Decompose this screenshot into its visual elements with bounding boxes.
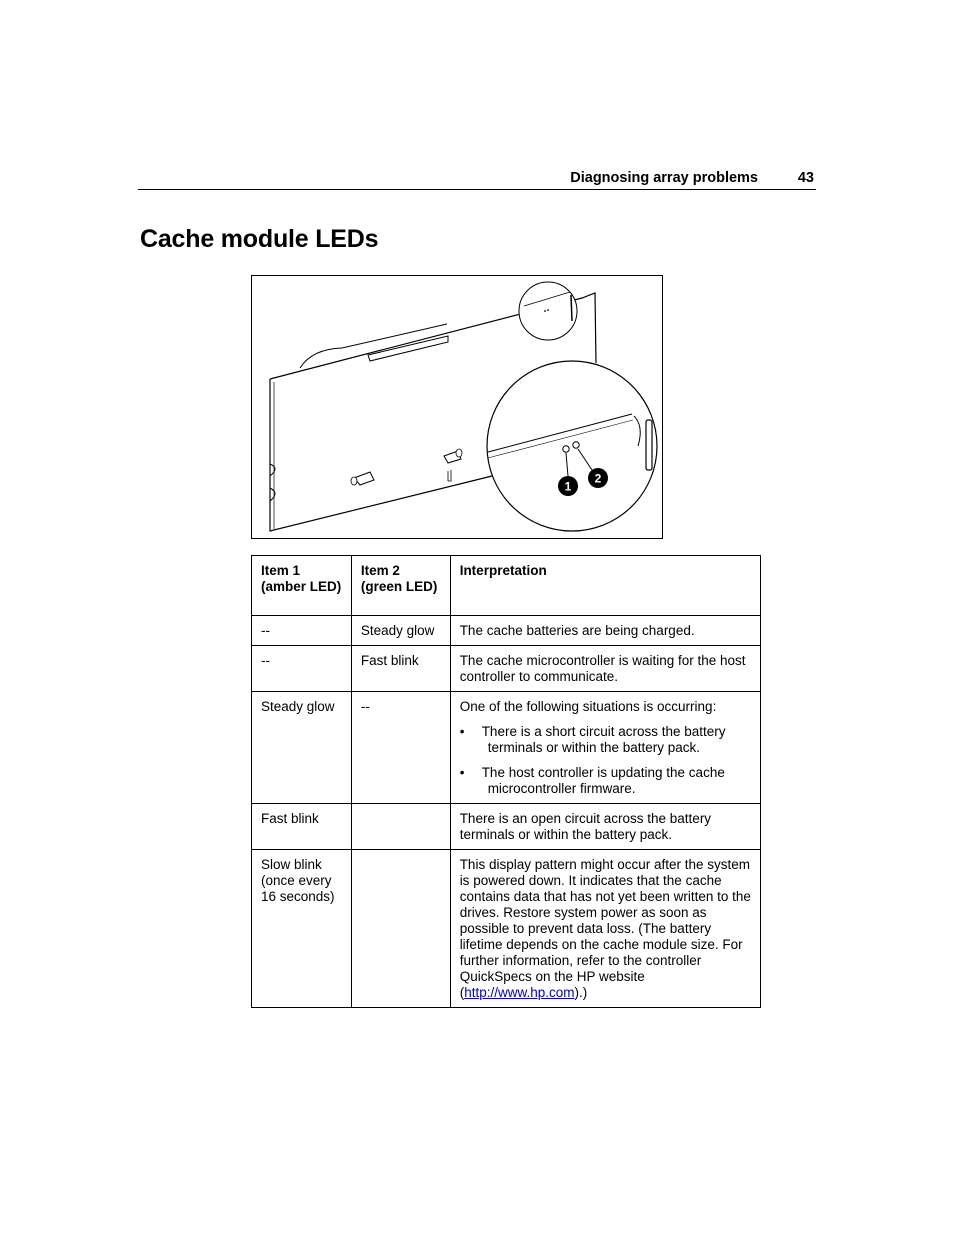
table-row [252,804,761,850]
cell-item2: Fast blink [351,646,450,692]
header-item1: Item 1 (amber LED) [252,556,352,616]
cache-module-figure [251,275,663,539]
callout-1-label: 1 [564,479,572,494]
cell-item1: Fast blink [252,804,352,850]
header-interpretation: Interpretation [450,556,760,616]
table-row [252,850,761,1008]
amber-led-icon [563,446,569,452]
led-interpretation-table [251,555,761,1008]
cell-item1: Slow blink (once every 16 seconds) [252,850,352,1008]
cell-item1: -- [252,616,352,646]
list-item: • There is a short circuit across the battery terminals or within the battery pack. [460,724,751,756]
running-header [138,168,816,190]
cell-item2 [351,804,450,850]
cell-interpretation: There is an open circuit across the battery terminals or within the battery pack. [450,804,760,850]
table-row [252,692,761,804]
cache-module-illustration [252,276,662,538]
cell-item1: -- [252,646,352,692]
page-number: 43 [797,170,814,186]
callout-2-label: 2 [594,471,602,486]
section-title: Diagnosing array problems [570,170,758,186]
situation-list [460,724,751,797]
cell-item2 [351,850,450,1008]
cell-interpretation [450,692,760,804]
cell-item2: -- [351,692,450,804]
green-led-icon [573,442,579,448]
interpretation-text: One of the following situations is occurring: [459,699,717,714]
list-item: • The host controller is updating the cache microcontroller firmware. [460,765,751,797]
table-row [252,616,761,646]
header-item2: Item 2 (green LED) [351,556,450,616]
page-title: Cache module LEDs [140,225,379,253]
cell-interpretation: The cache batteries are being charged. [450,616,760,646]
cell-interpretation: The cache microcontroller is waiting for the host controller to communicate. [450,646,760,692]
cell-item2: Steady glow [351,616,450,646]
cell-interpretation: This display pattern might occur after the system is powered down. It indicates that the cache contains data that has not yet been written to the drives. Restore system power as soon as possible to prevent data loss. (The battery lifetime depends on the cache module size. For further information, refer to the controller QuickSpecs on the HP website (http://www.hp.com).) [450,850,760,1008]
cell-item1: Steady glow [252,692,352,804]
table-header-row [252,556,761,616]
hp-website-link[interactable]: http://www.hp.com [464,985,575,1000]
table-row [252,646,761,692]
